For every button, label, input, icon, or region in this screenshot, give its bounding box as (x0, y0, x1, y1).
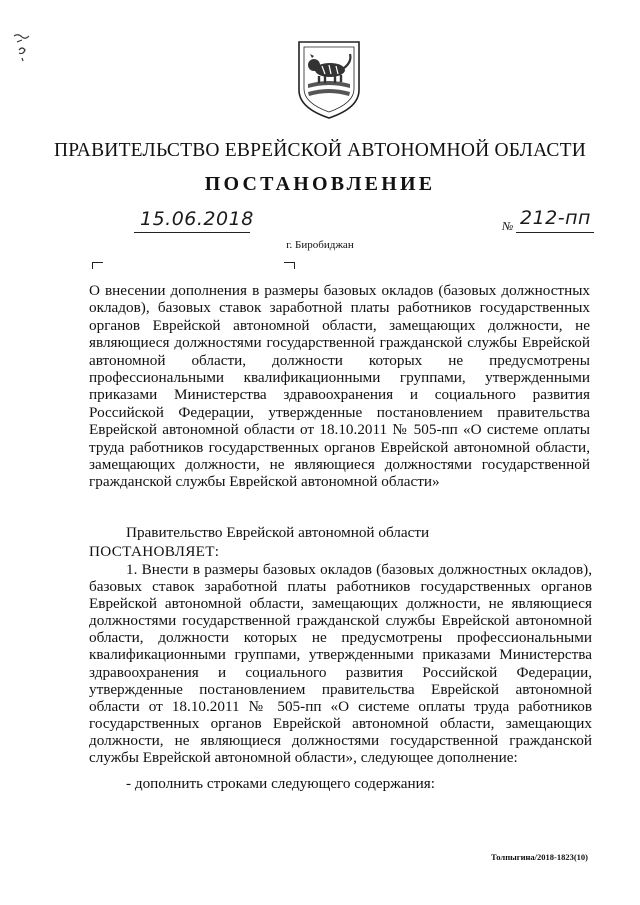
date-underline (134, 232, 250, 233)
city-line: г. Биробиджан (286, 239, 354, 251)
addition-line: - дополнить строками следующего содержания: (126, 775, 435, 792)
coat-of-arms-emblem (294, 38, 364, 122)
decree-title: О внесении дополнения в размеры базовых окладов (базовых должностных окладов), базовых ставок заработной платы работников государственных органов Еврейской автономной области, замещающих должности, не являющиеся должностями государственной гражданской службы Еврейской автономной области, должности которых не предусмотрены профессиональными квалификационными группами, утвержденными приказами Министерства здравоохранения и социального развития Российской Федерации, утвержденные постановлением правительства Еврейской автономной области от 18.10.2011 № 505-пп «О системе оплаты труда работников государственных органов Еврейской автономной области, замещающих должности, не являющиеся должностями государственной гражданской службы Еврейской автономной области» (89, 282, 590, 491)
document-type-heading: ПОСТАНОВЛЕНИЕ (204, 173, 436, 195)
footer-code: Толпыгина/2018-1823(10) (491, 852, 588, 862)
title-corner-right (284, 262, 295, 269)
decree-number: 212-пп (520, 207, 591, 229)
government-line: Правительство Еврейской автономной области (126, 524, 430, 541)
decree-date: 15.06.2018 (140, 208, 254, 230)
number-label: № (502, 219, 514, 233)
margin-marks (10, 28, 32, 68)
item-1-paragraph: 1. Внести в размеры базовых окладов (базовых должностных окладов), базовых ставок заработной платы работников государственных органов Еврейской автономной области, замещающих должности, не являющиеся должностями государственной гражданской службы Еврейской автономной области, должности которых не предусмотрены профессиональными квалификационными группами, утвержденными приказами Министерства здравоохранения и социального развития Российской Федерации, утвержденные постановлением правительства Еврейской автономной области от 18.10.2011 № 505-пп «О системе оплаты труда работников государственных органов Еврейской автономной области, замещающих должности, не являющиеся должностями государственной гражданской службы Еврейской автономной области», следующее дополнение: (89, 561, 592, 767)
resolves-heading: ПОСТАНОВЛЯЕТ: (89, 543, 220, 560)
government-heading: ПРАВИТЕЛЬСТВО ЕВРЕЙСКОЙ АВТОНОМНОЙ ОБЛАСТИ (53, 140, 587, 161)
number-underline (516, 232, 594, 233)
title-corner-left (92, 262, 103, 269)
